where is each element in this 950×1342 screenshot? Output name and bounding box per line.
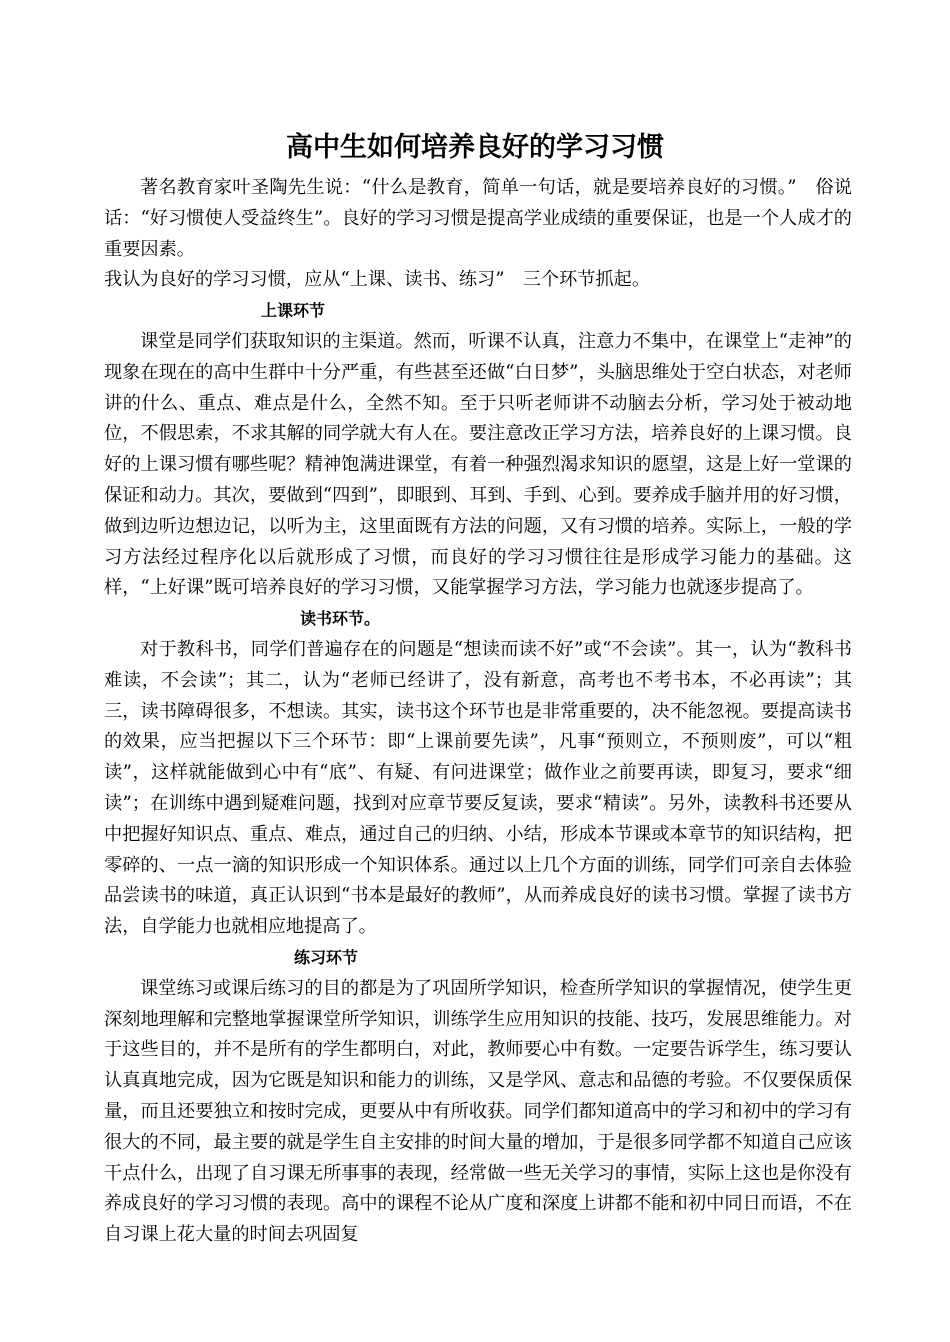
- section-paragraph-class: 课堂是同学们获取知识的主渠道。然而，听课不认真，注意力不集中，在课堂上“走神”的现象在现在的高中生群中十分严重，有些甚至还做“白日梦”，头脑思维处于空白状态，对老师讲的什么、重点、难点是什么，全然不知。至于只听老师讲不动脑去分析，学习处于被动地位，不假思索，不求其解的同学就大有人在。要注意改正学习方法，培养良好的上课习惯。良好的上课习惯有哪些呢？精神饱满进课堂，有着一种强烈渴求知识的愿望，这是上好一堂课的保证和动力。其次，要做到“四到”，即眼到、耳到、手到、心到。要养成手脑并用的好习惯，做到边听边想边记，以听为主，这里面既有方法的问题，又有习惯的培养。实际上，一般的学习方法经过程序化以后就形成了习惯，而良好的学习习惯往往是形成学习能力的基础。这样，“上好课”既可培养良好的学习习惯，又能掌握学习方法，学习能力也就逐步提高了。: [104, 330, 852, 599]
- section-heading-reading: 读书环节。: [300, 609, 381, 629]
- document-title: 高中生如何培养良好的学习习惯: [286, 132, 664, 163]
- section-heading-class: 上课环节: [261, 301, 326, 321]
- document-body: [104, 173, 852, 1251]
- section-paragraph-practice: 课堂练习或课后练习的目的都是为了巩固所学知识，检查所学知识的掌握情况，使学生更深刻地理解和完整地掌握课堂所学知识，训练学生应用知识的技能、技巧，发展思维能力。对于这些目的，并不是所有的学生都明白，对此，教师要心中有数。一定要告诉学生，练习要认认真真地完成，因为它既是知识和能力的训练，又是学风、意志和品德的考验。不仅要保质保量，而且还要独立和按时完成，更要从中有所收获。同学们都知道高中的学习和初中的学习有很大的不同，最主要的就是学生自主安排的时间大量的增加，于是很多同学都不知道自己应该干点什么，出现了自习课无所事事的表现，经常做一些无关学习的事情，实际上这也是你没有养成良好的学习习惯的表现。高中的课程不论从广度和深度上讲都不能和初中同日而语，不在自习课上花大量的时间去巩固复: [104, 977, 852, 1246]
- section-paragraph-reading: 对于教科书，同学们普遍存在的问题是“想读而读不好”或“不会读”。其一，认为“教科书难读，不会读”；其二，认为“老师已经讲了，没有新意，高考也不考书本，不必再读”；其三，读书障碍很多，不想读。其实，读书这个环节也是非常重要的，决不能忽视。要提高读书的效果，应当把握以下三个环节：即“上课前要先读”，凡事“预则立，不预则废”，可以“粗读”，这样就能做到心中有“底”、有疑、有问进课堂；做作业之前要再读，即复习，要求“细读”；在训练中遇到疑难问题，找到对应章节要反复读，要求“精读”。另外，读教科书还要从中把握好知识点、重点、难点，通过自己的归纳、小结，形成本节课或本章节的知识结构，把零碎的、一点一滴的知识形成一个知识体系。通过以上几个方面的训练，同学们可亲自去体验品尝读书的味道，真正认识到“书本是最好的教师”，从而养成良好的读书习惯。掌握了读书方法，自学能力也就相应地提高了。: [104, 638, 852, 938]
- section-heading-practice: 练习环节: [294, 947, 359, 967]
- intro-paragraph: 著名教育家叶圣陶先生说：“什么是教育，简单一句话，就是要培养良好的习惯。” 俗说话：“好习惯使人受益终生”。良好的学习习惯是提高学业成绩的重要保证，也是一个人成才的重要因素。: [104, 177, 852, 260]
- thesis-paragraph: 我认为良好的学习习惯，应从“上课、读书、练习” 三个环节抓起。: [104, 269, 651, 291]
